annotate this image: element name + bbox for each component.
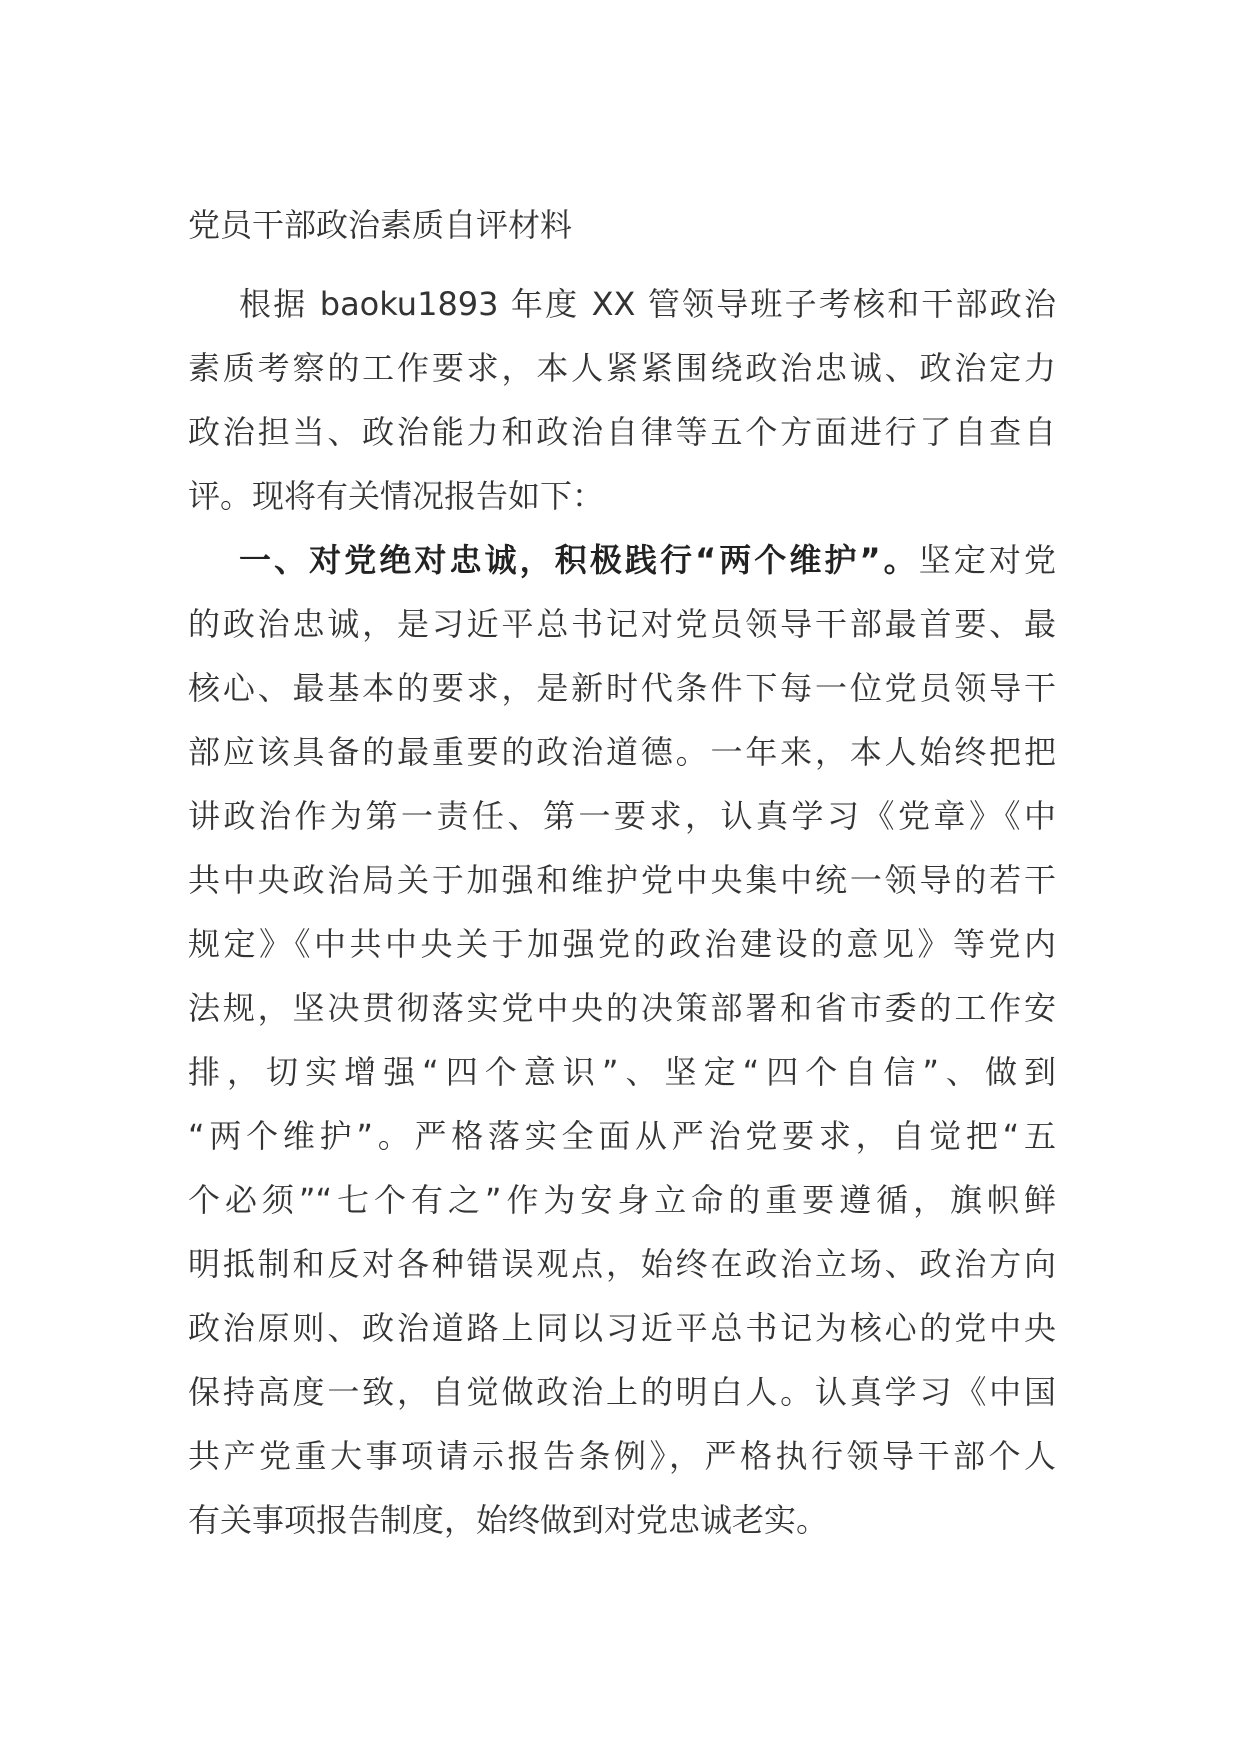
paragraph-line: 个必须”“七个有之”作为安身立命的重要遵循，旗帜鲜 <box>188 1181 1056 1219</box>
paragraph-line: 政治担当、政治能力和政治自律等五个方面进行了自查自 <box>188 413 1056 451</box>
paragraph-line: 排，切实增强“四个意识”、坚定“四个自信”、做到 <box>188 1053 1056 1091</box>
document-title: 党员干部政治素质自评材料 <box>188 206 573 244</box>
document-page <box>188 205 1056 1552</box>
paragraph-line: 共中央政治局关于加强和维护党中央集中统一领导的若干 <box>188 861 1056 899</box>
paragraph-line: 评。现将有关情况报告如下： <box>188 477 605 515</box>
paragraph-line: 素质考察的工作要求，本人紧紧围绕政治忠诚、政治定力 <box>188 349 1056 387</box>
paragraph-line: “两个维护”。严格落实全面从严治党要求，自觉把“五 <box>188 1117 1056 1155</box>
paragraph-line: 法规，坚决贯彻落实党中央的决策部署和省市委的工作安 <box>188 989 1056 1027</box>
paragraph-line: 保持高度一致，自觉做政治上的明白人。认真学习《中国 <box>188 1373 1056 1411</box>
paragraph-line <box>188 528 1056 592</box>
paragraph-line: 讲政治作为第一责任、第一要求，认真学习《党章》《中 <box>188 797 1056 835</box>
paragraph-section-one <box>188 528 1056 1552</box>
paragraph-line: 政治原则、政治道路上同以习近平总书记为核心的党中央 <box>188 1309 1056 1347</box>
paragraph-line: 部应该具备的最重要的政治道德。一年来，本人始终把把 <box>188 733 1056 771</box>
paragraph-line: 根据 baoku1893 年度 XX 管领导班子考核和干部政治 <box>239 285 1056 323</box>
paragraph-line: 有关事项报告制度，始终做到对党忠诚老实。 <box>188 1501 829 1539</box>
paragraph-line: 明抵制和反对各种错误观点，始终在政治立场、政治方向 <box>188 1245 1056 1283</box>
section-heading: 一、对党绝对忠诚，积极践行“两个维护”。 <box>239 541 919 579</box>
paragraph-line: 共产党重大事项请示报告条例》，严格执行领导干部个人 <box>188 1437 1056 1475</box>
paragraph-line: 的政治忠诚，是习近平总书记对党员领导干部最首要、最 <box>188 605 1056 643</box>
paragraph-line: 规定》《中共中央关于加强党的政治建设的意见》等党内 <box>188 925 1056 963</box>
paragraph-line: 核心、最基本的要求，是新时代条件下每一位党员领导干 <box>188 669 1056 707</box>
paragraph-intro <box>188 272 1056 528</box>
section-heading-rest: 坚定对党 <box>918 541 1056 579</box>
